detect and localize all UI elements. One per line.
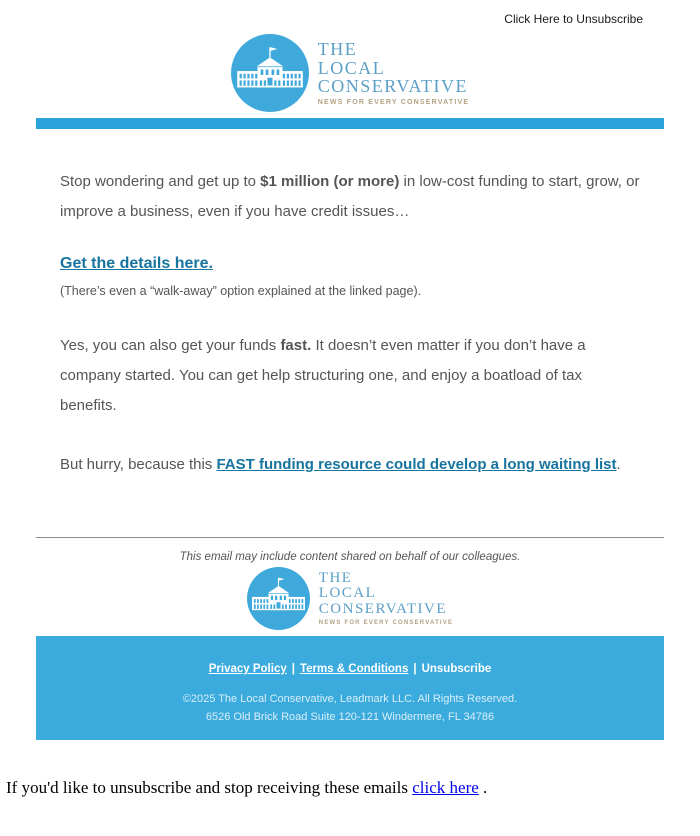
unsubscribe-text-after: . xyxy=(478,778,488,798)
p1-text-after: in low-cost funding to start, grow, or improve a business, even if you have credit issues… xyxy=(60,173,640,220)
logo-line-1: THE xyxy=(318,569,353,586)
copyright-line-1: ©2025 The Local Conservative, Leadmark LLC. All Rights Reserved. xyxy=(182,693,518,705)
waiting-list-link[interactable]: FAST funding resource could develop a long waiting list xyxy=(216,456,617,473)
logo-line-3: CONSERVATIVE xyxy=(318,600,447,617)
get-details-link[interactable]: Get the details here. xyxy=(60,255,213,272)
footer-block xyxy=(36,636,664,740)
p1-text: Stop wondering and get up to xyxy=(60,173,261,190)
top-unsubscribe-link[interactable]: Click Here to Unsubscribe xyxy=(504,12,643,26)
paragraph-fast-funds xyxy=(60,331,640,421)
header-logo xyxy=(36,34,664,112)
logo-line-2: LOCAL xyxy=(318,585,377,602)
details-link-line xyxy=(60,254,640,274)
email-content xyxy=(36,167,664,480)
bottom-click-here-link[interactable]: click here xyxy=(412,778,479,798)
paragraph-hurry xyxy=(60,450,640,480)
logo-text xyxy=(319,571,453,626)
logo-tagline: NEWS FOR EVERY CONSERVATIVE xyxy=(318,620,454,627)
white-house-icon xyxy=(231,34,309,112)
copyright xyxy=(36,690,664,726)
p1-bold-amount: $1 million (or more) xyxy=(260,173,400,190)
colleague-note: This email may include content shared on behalf of our colleagues. xyxy=(179,551,521,563)
p2-text-after: It doesn’t even matter if you don’t have a company started. You can get help structuring one, and enjoy a boatload of tax benefits. xyxy=(60,337,586,414)
copyright-line-2: 6526 Old Brick Road Suite 120-121 Windermere, FL 34786 xyxy=(205,711,495,724)
logo-line-1: THE xyxy=(317,39,358,60)
footer-unsubscribe-link[interactable]: Unsubscribe xyxy=(421,663,492,675)
footer-separator: | xyxy=(291,663,295,675)
logo-line-3: CONSERVATIVE xyxy=(317,76,469,97)
logo-line-2: LOCAL xyxy=(317,57,386,78)
header-accent-bar xyxy=(36,118,664,129)
logo-text xyxy=(318,40,469,106)
p3-text: But hurry, because this xyxy=(60,456,217,473)
paragraph-funding-offer xyxy=(60,167,640,227)
plaintext-unsubscribe-line xyxy=(0,740,700,798)
unsubscribe-text: If you'd like to unsubscribe and stop receiving these emails xyxy=(6,778,413,798)
footer-separator: | xyxy=(413,663,417,675)
walkaway-note: (There’s even a “walk-away” option explained at the linked page). xyxy=(60,284,422,298)
privacy-policy-link[interactable]: Privacy Policy xyxy=(208,663,287,675)
email-body xyxy=(36,34,664,740)
footer-links xyxy=(36,663,664,675)
white-house-icon xyxy=(247,567,310,630)
p2-bold-fast: fast. xyxy=(280,337,312,354)
p3-text-after: . xyxy=(616,456,621,473)
top-unsubscribe-bar xyxy=(0,0,700,26)
footer-divider xyxy=(36,537,664,538)
p2-text: Yes, you can also get your funds xyxy=(60,337,281,354)
logo-tagline: NEWS FOR EVERY CONSERVATIVE xyxy=(317,98,470,106)
terms-conditions-link[interactable]: Terms & Conditions xyxy=(299,663,409,675)
footer-logo xyxy=(36,567,664,630)
